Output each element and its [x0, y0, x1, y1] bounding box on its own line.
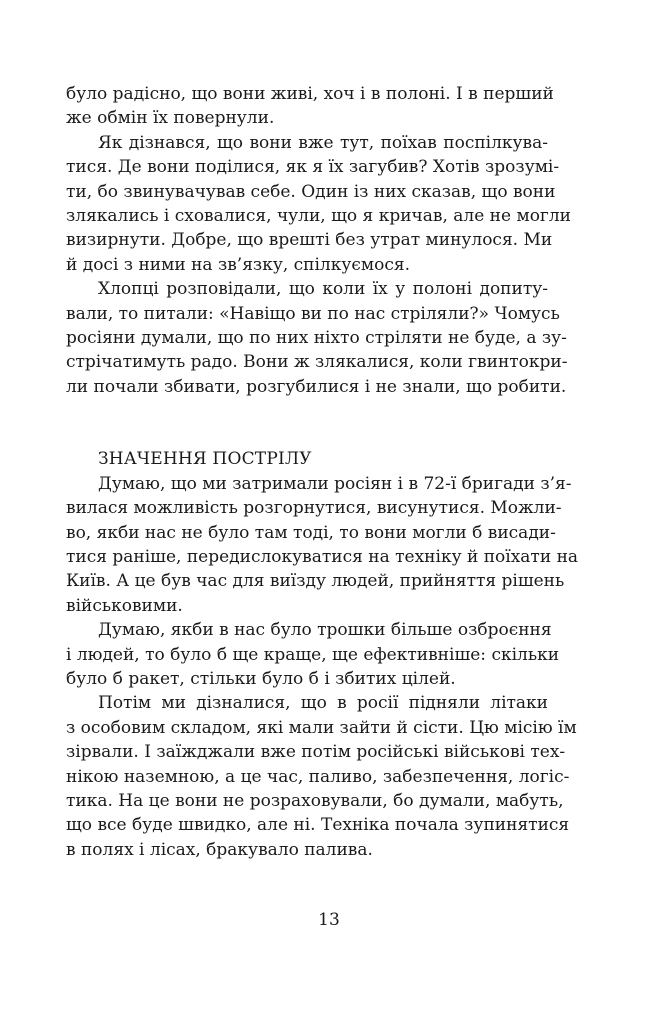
text-line: було б ракет, стільки було б і збитих цілей.	[66, 668, 456, 689]
text-line: Хлопці розповідали, що коли їх у полоні допиту-	[98, 279, 548, 300]
text-block-top	[66, 82, 571, 399]
paragraph	[66, 472, 579, 618]
paragraph	[66, 618, 560, 691]
text-line: вали, то питали: «Навіщо ви по нас стріляли?» Чомусь	[66, 303, 560, 324]
text-line: і людей, то було б ще краще, ще ефективніше: скільки	[66, 644, 560, 665]
text-line: вилася можливість розгорнутися, висунутися. Можли-	[66, 498, 562, 519]
text-line: Як дізнався, що вони вже тут, поїхав поспілкува-	[98, 132, 548, 153]
text-line: росіяни думали, що по них ніхто стріляти не буде, а зу-	[66, 328, 567, 349]
text-line: в полях і лісах, бракувало палива.	[66, 839, 373, 860]
section-heading: ЗНАЧЕННЯ ПОСТРІЛУ	[98, 449, 312, 470]
text-line: й досі з ними на зв’язку, спілкуємося.	[66, 254, 410, 275]
text-line: що все буде швидко, але ні. Техніка почала зупинятися	[66, 815, 570, 836]
paragraph	[66, 82, 554, 131]
page-number: 13	[318, 910, 340, 930]
text-line: Київ. А це був час для виїзду людей, прийняття рішень	[66, 571, 565, 592]
text-line: ли почали збивати, розгубилися і не знали, що робити.	[66, 376, 567, 397]
text-block-bottom	[66, 472, 579, 863]
text-line: тися. Де вони поділися, як я їх загубив? Хотів зрозумі-	[66, 157, 560, 178]
paragraph	[66, 277, 568, 399]
paragraph	[66, 691, 577, 862]
text-line: визирнути. Добре, що врешті без утрат минулося. Ми	[66, 230, 553, 251]
text-line: було радісно, що вони живі, хоч і в полоні. І в перший	[66, 84, 554, 104]
paragraph	[66, 131, 571, 277]
page-body	[66, 82, 579, 862]
text-line: Думаю, якби в нас було трошки більше озброєння	[98, 620, 552, 641]
text-line: з особовим складом, які мали зайти й сісти. Цю місію їм	[66, 717, 577, 738]
text-line: зірвали. І заїжджали вже потім російські військові тех-	[66, 742, 566, 763]
text-line: тися раніше, передислокуватися на техніку й поїхати на	[66, 546, 579, 567]
text-line: ти, бо звинувачував себе. Один із них сказав, що вони	[66, 181, 556, 202]
text-line: військовими.	[66, 595, 183, 616]
text-line: же обмін їх повернули.	[66, 108, 275, 129]
text-line: Думаю, що ми затримали росіян і в 72-ї бригади з’я-	[98, 473, 572, 494]
text-line: тика. На це вони не розраховували, бо думали, мабуть,	[66, 790, 564, 811]
text-line: Потім ми дізналися, що в росії підняли літаки	[98, 693, 548, 714]
section-gap	[66, 399, 548, 447]
text-line: стрічатимуть радо. Вони ж злякалися, коли гвинтокри-	[66, 352, 568, 373]
text-line: нікою наземною, а це час, паливо, забезпечення, логіс-	[66, 766, 570, 787]
text-line: злякались і сховалися, чули, що я кричав, але не могли	[66, 206, 571, 227]
text-line: во, якби нас не було там тоді, то вони могли б висади-	[66, 522, 556, 543]
